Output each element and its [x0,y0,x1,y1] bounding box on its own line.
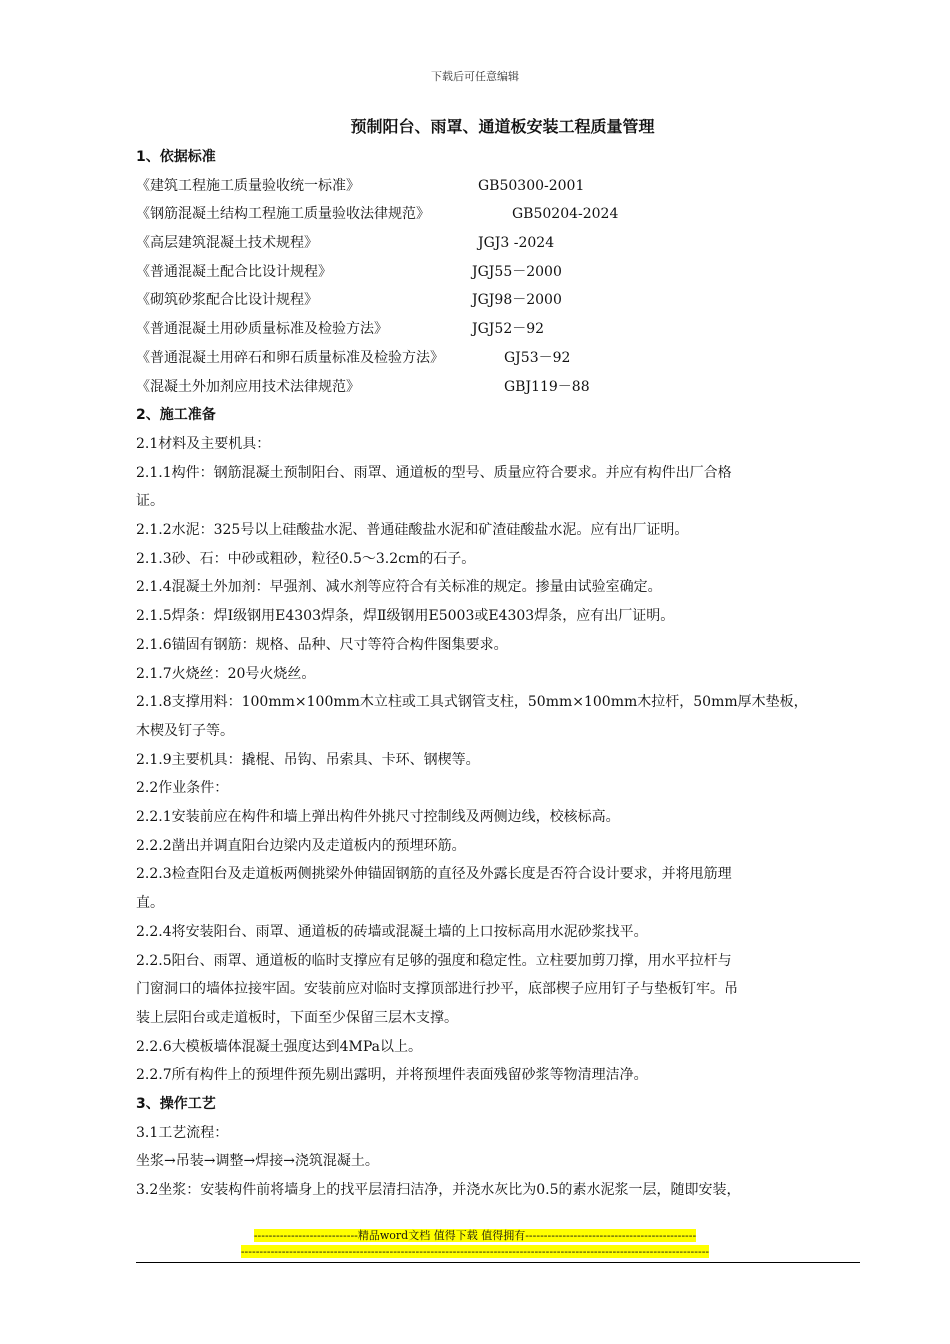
paragraph: 2.1.9主要机具：撬棍、吊钩、吊索具、卡环、钢楔等。 [136,751,480,768]
standard-item [136,315,866,344]
standard-name: 《钢筋混凝土结构工程施工质量验收法律规范》 [136,206,430,223]
standard-code: GJ53－92 [504,349,571,366]
section-heading-2: 2、施工准备 [136,407,216,424]
standard-code: GBJ119－88 [504,378,590,395]
paragraph: 直。 [136,895,164,912]
paragraph: 2.1.8支撑用料：100mm×100mm木立柱或工具式钢管支柱，50mm×100mm木拉杆，50mm厚木垫板， [136,694,808,711]
section-heading-1: 1、依据标准 [136,149,216,165]
standard-code: GB50204-2024 [512,206,619,223]
standard-code: JGJ3 -2024 [478,235,555,252]
footer-divider-text: ------------------------------------------------------------------------------------------------------------------------------ [240,1245,710,1258]
standard-code: JGJ55－2000 [472,263,562,280]
paragraph: 2.1.4混凝土外加剂：早强剂、减水剂等应符合有关标准的规定。掺量由试验室确定。 [136,579,662,596]
bottom-rule [136,1262,860,1263]
paragraph: 2.2作业条件： [136,780,229,797]
footer-banner [0,1229,950,1243]
paragraph: 2.1.7火烧丝：20号火烧丝。 [136,665,316,682]
paragraph: 2.1.3砂、石：中砂或粗砂，粒径0.5～3.2cm的石子。 [136,550,476,567]
standard-item [136,229,866,258]
paragraph: 2.2.1安装前应在构件和墙上弹出构件外挑尺寸控制线及两侧边线，校核标高。 [136,809,620,826]
paragraph: 2.2.3检查阳台及走道板两侧挑梁外伸锚固钢筋的直径及外露长度是否符合设计要求，并将甩筋理 [136,866,732,883]
standard-item [136,258,866,287]
paragraph: 3.2坐浆：安装构件前将墙身上的找平层清扫洁净，并浇水灰比为0.5的素水泥浆一层，随即安装， [136,1182,741,1199]
standard-name: 《砌筑砂浆配合比设计规程》 [136,292,318,309]
section-heading-3: 3、操作工艺 [136,1096,216,1113]
process-flow: 坐浆→吊装→调整→焊接→浇筑混凝土。 [136,1153,379,1170]
footer-banner-text: ----------------------------精品word文档 值得下载 值得拥有---------------------------------------------- [253,1229,697,1242]
paragraph: 2.2.6大模板墙体混凝土强度达到4MPa以上。 [136,1038,423,1055]
paragraph: 3.1工艺流程： [136,1124,229,1141]
footer-divider [0,1245,950,1259]
standard-code: JGJ52－92 [472,321,545,338]
standard-name: 《混凝土外加剂应用技术法律规范》 [136,378,360,395]
standard-name: 《高层建筑混凝土技术规程》 [136,235,318,252]
paragraph: 2.2.7所有构件上的预埋件预先剔出露明，并将预埋件表面残留砂浆等物清理洁净。 [136,1067,648,1084]
paragraph: 2.2.5阳台、雨罩、通道板的临时支撑应有足够的强度和稳定性。立柱要加剪刀撑，用水平拉杆与 [136,952,732,969]
paragraph: 门窗洞口的墙体拉接牢固。安装前应对临时支撑顶部进行抄平，底部楔子应用钉子与垫板钉牢。吊 [136,981,738,998]
standard-item [136,344,866,373]
standard-code: JGJ98－2000 [472,292,562,309]
paragraph: 装上层阳台或走道板时，下面至少保留三层木支撑。 [136,1009,458,1026]
paragraph: 2.1.1构件：钢筋混凝土预制阳台、雨罩、通道板的型号、质量应符合要求。并应有构件出厂合格 [136,464,732,481]
paragraph: 证。 [136,493,164,510]
standard-code: GB50300-2001 [478,177,585,194]
paragraph: 2.1材料及主要机具： [136,435,271,452]
paragraph: 2.1.6锚固有钢筋：规格、品种、尺寸等符合构件图集要求。 [136,636,508,653]
paragraph: 木楔及钉子等。 [136,722,234,739]
standard-name: 《普通混凝土用砂质量标准及检验方法》 [136,321,388,338]
standard-name: 《建筑工程施工质量验收统一标准》 [136,177,360,194]
standard-name: 《普通混凝土配合比设计规程》 [136,263,332,280]
standard-item [136,200,866,229]
document-title: 预制阳台、雨罩、通道板安装工程质量管理 [350,117,655,136]
standards-list [136,172,866,402]
paragraph: 2.2.2凿出并调直阳台边梁内及走道板内的预埋环筋。 [136,837,466,854]
standard-name: 《普通混凝土用碎石和卵石质量标准及检验方法》 [136,349,444,366]
paragraph: 2.1.2水泥：325号以上硅酸盐水泥、普通硅酸盐水泥和矿渣硅酸盐水泥。应有出厂证明。 [136,522,689,539]
standard-item [136,373,866,402]
header-note: 下载后可任意编辑 [431,70,519,83]
standard-item [136,172,866,201]
standard-item [136,286,866,315]
paragraph: 2.2.4将安装阳台、雨罩、通道板的砖墙或混凝土墙的上口按标高用水泥砂浆找平。 [136,923,648,940]
paragraph: 2.1.5焊条：焊Ⅰ级钢用E4303焊条，焊Ⅱ级钢用E5003或E4303焊条，应有出厂证明。 [136,608,675,625]
document-body [136,143,866,1205]
